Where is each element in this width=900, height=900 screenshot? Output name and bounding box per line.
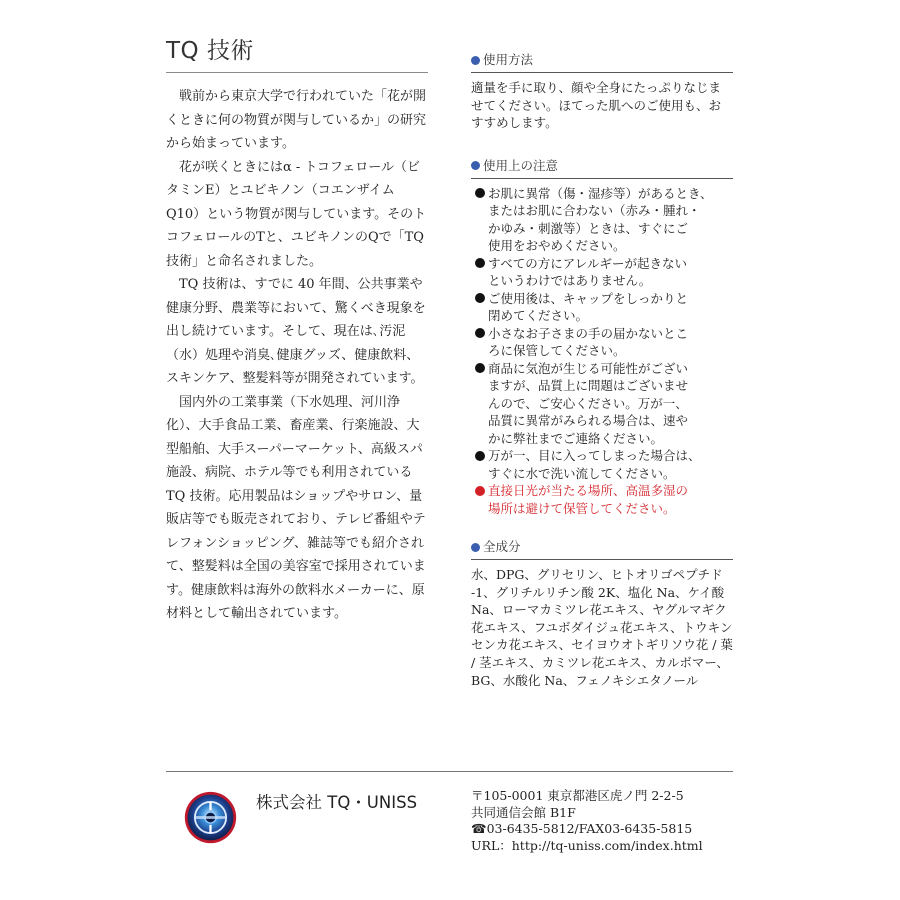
website-url: URL：http://tq-uniss.com/index.html: [471, 837, 703, 853]
caution-item: [471, 255, 733, 290]
caution-text: 商品に気泡が生じる可能性がござい ますが、品質上に問題はございませ んので、ご安心ください。万が一、 品質に異常がみられる場合は、速や かに弊社までご連絡ください。: [488, 360, 689, 446]
paragraph: 花が咲くときにはα - トコフェロール（ビタミンE）とユビキノン（コエンザイムQ10）という物質が関与しています。そのトコフェロールのTと、ユビキノンのQで「TQ 技術」と命名されました。: [166, 159, 427, 269]
cautions-heading-label: 使用上の注意: [483, 157, 559, 173]
usage-heading-label: 使用方法: [483, 52, 534, 67]
postal-address: 〒105-0001 東京都港区虎ノ門 2-2-5: [471, 788, 684, 803]
paragraph: 戦前から東京大学で行われていた「花が開くときに何の物質が関与しているか」の研究から始まっています。: [166, 89, 427, 151]
bullet-icon: [471, 185, 488, 203]
company-address: [471, 788, 703, 854]
title-divider: [166, 72, 428, 73]
heading-dot-icon: [471, 543, 480, 552]
section-divider: [471, 178, 733, 179]
ingredients-heading: [471, 535, 733, 559]
product-info-column: [471, 48, 733, 689]
red-bullet-icon: [471, 482, 488, 500]
caution-text: すべての方にアレルギーが起きない というわけではありません。: [488, 255, 687, 288]
company-logo-icon: [183, 790, 238, 845]
caution-text: 小さなお子さまの手の届かないとこ ろに保管してください。: [488, 325, 689, 358]
caution-list: [471, 185, 733, 518]
cautions-heading: [471, 154, 733, 178]
usage-text: 適量を手に取り、顔や全身にたっぷりなじませてください。ほてった肌へのご使用も、おすすめします。: [471, 80, 722, 130]
caution-item: [471, 360, 733, 448]
bullet-icon: [471, 447, 488, 465]
caution-item-warning: [471, 482, 733, 517]
footer-divider: [166, 771, 733, 772]
bullet-icon: [471, 255, 488, 273]
tq-technology-body: [166, 85, 428, 626]
heading-dot-icon: [471, 161, 480, 170]
heading-dot-icon: [471, 56, 480, 65]
caution-text: 直接日光が当たる場所、高温多湿の 場所は避けて保管してください。: [488, 483, 689, 516]
usage-heading: [471, 48, 733, 72]
company-name: 株式会社 TQ・UNISS: [256, 793, 418, 812]
paragraph: 国内外の工業事業（下水処理、河川浄化）、大手食品工業、畜産業、行楽施設、大型船舶、大手スーパーマーケット、高級スパ施設、病院、ホテル等でも利用されている TQ 技術。応用製品はショップやサロン、量販店等でも販売されており、テレビ番組やテレフォンショッピング、雑誌等でも紹介されて、整髪料は全国の美容室で採用されています。健康飲料は海外の飲料水メーカーに、原材料として輸出されています。: [166, 394, 426, 621]
bullet-icon: [471, 325, 488, 343]
ingredients-heading-label: 全成分: [483, 539, 521, 554]
caution-item: [471, 325, 733, 360]
caution-item: [471, 185, 733, 255]
caution-item: [471, 290, 733, 325]
page-title: TQ 技術: [166, 38, 254, 64]
caution-item: [471, 447, 733, 482]
section-divider: [471, 72, 733, 73]
bullet-icon: [471, 360, 488, 378]
tq-technology-column: [166, 34, 428, 626]
section-divider: [471, 559, 733, 560]
caution-text: 万が一、目に入ってしまった場合は、 すぐに水で洗い流してください。: [488, 448, 701, 481]
paragraph: TQ 技術は、すでに 40 年間、公共事業や健康分野、農業等において、驚くべき現象を出し続けています。そして、現在は､汚泥（水）処理や消臭､健康グッズ、健康飲料、スキンケア、整髪料等が開発されています。: [166, 277, 426, 386]
building-name: 共同通信会館 B1F: [471, 804, 576, 820]
caution-text: ご使用後は、キャップをしっかりと 閉めてください。: [488, 290, 689, 323]
caution-text: お肌に異常（傷・湿疹等）があるとき、 またはお肌に合わない（赤み・腫れ・ かゆみ・刺激等）ときは、すぐにご 使用をおやめください。: [488, 185, 713, 253]
ingredients-text: 水、DPG、グリセリン、ヒトオリゴペプチド -1、グリチルリチン酸 2K、塩化 Na、ケイ酸 Na、ローマカミツレ花エキス、ヤグルマギク花エキス、フユボダイジュ花エキス、トウキンセンカ花エキス、セイヨウオトギリソウ花 / 葉 / 茎エキス、カミツレ花エキス、カルボマー、BG、水酸化 Na、フェノキシエタノール: [471, 567, 733, 688]
phone-fax: ☎03-6435-5812/FAX03-6435-5815: [471, 821, 693, 836]
bullet-icon: [471, 290, 488, 308]
